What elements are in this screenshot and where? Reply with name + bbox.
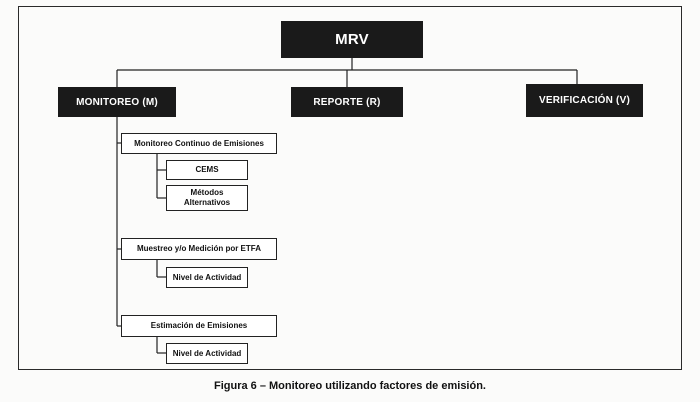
node-nivel-actividad-1	[166, 267, 248, 288]
node-metodos-alternativos	[166, 185, 248, 211]
node-muestreo-etfa	[121, 238, 277, 260]
node-cems	[166, 160, 248, 180]
node-mrv-label: MRV	[335, 31, 369, 48]
node-monitoreo-continuo	[121, 133, 277, 154]
node-muestreo-etfa-label: Muestreo y/o Medición por ETFA	[136, 244, 261, 253]
node-monitoreo-label: MONITOREO (M)	[76, 96, 158, 108]
node-monitoreo	[58, 87, 176, 117]
node-estimacion-emisiones	[121, 315, 277, 337]
node-nivel-actividad-2	[166, 343, 248, 364]
node-reporte	[291, 87, 403, 117]
node-verificacion-label: VERIFICACIÓN (V)	[539, 95, 630, 106]
node-metodos-alternativos-label: Métodos Alternativos	[183, 188, 231, 207]
node-estimacion-emisiones-label: Estimación de Emisiones	[150, 321, 248, 330]
figure-caption: Figura 6 – Monitoreo utilizando factores de emisión.	[214, 380, 486, 392]
node-cems-label: CEMS	[195, 165, 219, 174]
node-verificacion	[526, 84, 643, 117]
node-monitoreo-continuo-label: Monitoreo Continuo de Emisiones	[134, 138, 264, 148]
node-nivel-actividad-2-label: Nivel de Actividad	[172, 348, 242, 358]
node-nivel-actividad-1-label: Nivel de Actividad	[172, 272, 242, 282]
node-mrv	[281, 21, 423, 58]
node-reporte-label: REPORTE (R)	[313, 96, 381, 108]
